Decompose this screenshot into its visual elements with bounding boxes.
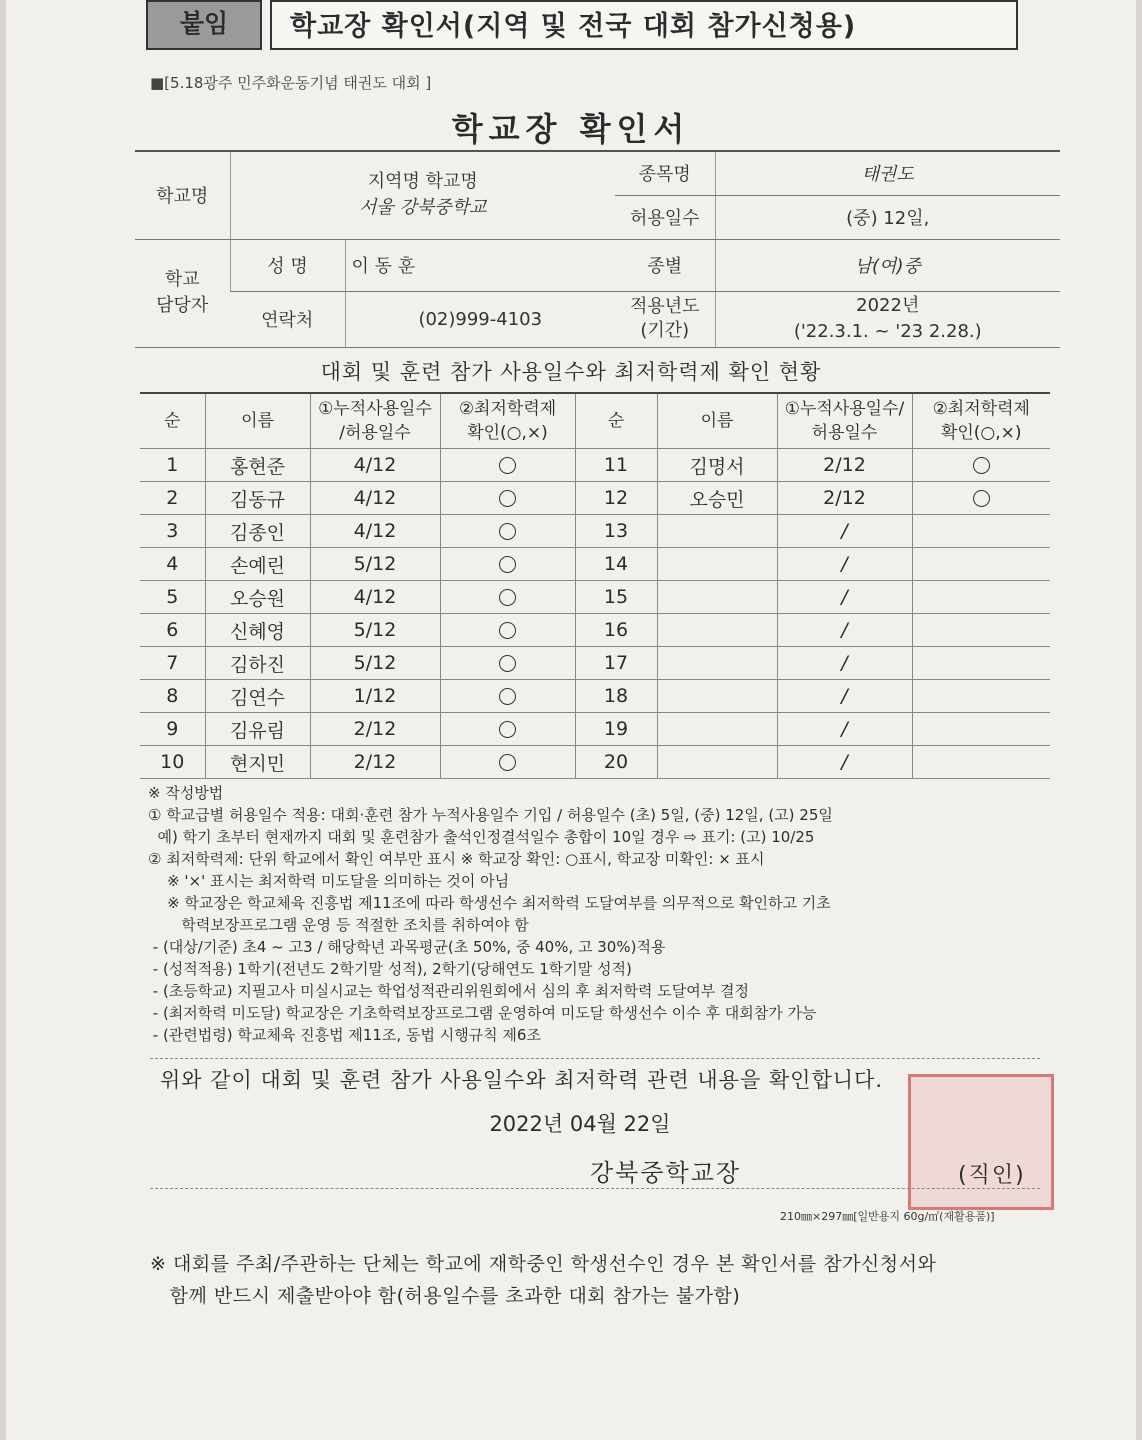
days-used: / [777,680,912,713]
check-mark [440,680,575,713]
header-name: 이름 [205,393,310,449]
days-used: 5/12 [310,548,440,581]
note-line: - (관련법령) 학교체육 진흥법 제11조, 동법 시행규칙 제6조 [148,1026,541,1044]
event-line: ■[5.18광주 민주화운동기념 태권도 대회 ] [150,74,432,92]
note-line: - (초등학교) 지필고사 미실시교는 학업성적관리위원회에서 심의 후 최저학력 도달여부 결정 [148,982,749,1000]
footnote-line: ※ 대회를 주최/주관하는 단체는 학교에 재학중인 학생선수인 경우 본 확인서를 참가신청서와 [150,1253,937,1275]
row-number: 2 [140,482,205,515]
name-value: 이 동 훈 [345,239,615,291]
circle-mark-icon [973,457,990,474]
row-number: 7 [140,647,205,680]
header-no-2: 순 [575,393,657,449]
circle-mark-icon [973,490,990,507]
manager-label [135,239,230,347]
row-number: 5 [140,581,205,614]
days-used: 2/12 [777,449,912,482]
note-line: 학력보장프로그램 운영 등 적절한 조치를 취하여야 함 [148,916,529,934]
row-number: 17 [575,647,657,680]
contact-value: (02)999-4103 [345,291,615,347]
note-line: ※ 작성방법 [148,784,224,802]
days-used: / [777,548,912,581]
note-line: ② 최저학력제: 단위 학교에서 확인 여부만 표시 ※ 학교장 확인: ○표시, 학교장 미확인: × 표시 [148,850,765,868]
days-used: 1/12 [310,680,440,713]
period-label: 적용년도 (기간) [615,291,715,347]
official-seal [908,1074,1054,1210]
days-used: / [777,647,912,680]
student-name: 현지민 [205,746,310,779]
check-mark [912,515,1050,548]
row-number: 16 [575,614,657,647]
circle-mark-icon [499,622,516,639]
student-name: 김연수 [205,680,310,713]
student-name [657,746,777,779]
check-mark [440,746,575,779]
attachment-badge: 붙임 [146,0,262,50]
student-name [657,647,777,680]
header-check: ②최저학력제 확인(○,×) [440,393,575,449]
circle-mark-icon [499,523,516,540]
student-name: 김종인 [205,515,310,548]
paper-spec: 210㎜×297㎜[일반용지 60g/㎡(재활용품)] [780,1210,995,1223]
roster-title: 대회 및 훈련 참가 사용일수와 최저학력제 확인 현황 [320,360,822,384]
days-used: 4/12 [310,449,440,482]
type-value: 남(여)중 [715,239,1060,291]
student-name [657,680,777,713]
check-mark [912,713,1050,746]
type-label: 종별 [615,239,715,291]
circle-mark-icon [499,589,516,606]
confirm-text: 위와 같이 대회 및 훈련 참가 사용일수와 최저학력 관련 내용을 확인합니다. [160,1068,884,1092]
row-number: 12 [575,482,657,515]
footnote-line: 함께 반드시 제출받아야 함(허용일수를 초과한 대회 참가는 불가함) [150,1285,741,1307]
main-title: 학교장 확인서 [451,110,691,148]
row-number: 8 [140,680,205,713]
row-number: 18 [575,680,657,713]
circle-mark-icon [499,721,516,738]
check-mark [912,482,1050,515]
row-number: 20 [575,746,657,779]
check-mark [912,581,1050,614]
check-mark [440,614,575,647]
check-mark [912,449,1050,482]
header-title: 학교장 확인서(지역 및 전국 대회 참가신청용) [270,0,1018,50]
table-row [140,515,1050,548]
header-days: ①누적사용일수 /허용일수 [310,393,440,449]
table-row [140,746,1050,779]
check-mark [912,746,1050,779]
student-name [657,614,777,647]
note-line: ※ '×' 표시는 최저학력 미도달을 의미하는 것이 아님 [148,872,510,890]
row-number: 6 [140,614,205,647]
student-name: 김명서 [657,449,777,482]
student-name: 김동규 [205,482,310,515]
school-label: 학교명 [135,151,230,239]
student-name [657,713,777,746]
check-mark [912,548,1050,581]
circle-mark-icon [499,688,516,705]
seal-label: (직인) [958,1163,1026,1188]
student-name: 손예린 [205,548,310,581]
days-used: / [777,614,912,647]
table-row [140,548,1050,581]
student-name: 김유림 [205,713,310,746]
check-mark [440,548,575,581]
info-table [135,150,1060,348]
student-name: 김하진 [205,647,310,680]
contact-label: 연락처 [230,291,345,347]
table-row [140,713,1050,746]
header-no: 순 [140,393,205,449]
table-row [140,647,1050,680]
table-row [140,614,1050,647]
days-used: 2/12 [310,746,440,779]
name-label: 성 명 [230,239,345,291]
allowed-days-value: (중) 12일, [715,195,1060,239]
circle-mark-icon [499,556,516,573]
period-range: ('22.3.1. ~ '23 2.28.) [793,321,982,342]
check-mark [440,713,575,746]
days-used: 5/12 [310,647,440,680]
days-used: / [777,515,912,548]
check-mark [440,482,575,515]
allowed-days-label: 허용일수 [615,195,715,239]
days-used: 4/12 [310,482,440,515]
period-year: 2022년 [856,295,920,316]
check-mark [440,449,575,482]
principal: 강북중학교장 [590,1159,742,1187]
note-line: ※ 학교장은 학교체육 진흥법 제11조에 따라 학생선수 최저학력 도달여부를 의무적으로 확인하고 기초 [148,894,831,912]
student-name: 신혜영 [205,614,310,647]
days-used: / [777,581,912,614]
header-bar [140,0,1020,52]
row-number: 3 [140,515,205,548]
roster-header-row [140,393,1050,449]
row-number: 13 [575,515,657,548]
days-used: 2/12 [310,713,440,746]
note-line: - (대상/기준) 초4 ~ 고3 / 해당학년 과목평균(초 50%, 중 40%, 고 30%)적용 [148,938,666,956]
row-number: 15 [575,581,657,614]
student-name [657,581,777,614]
row-number: 1 [140,449,205,482]
check-mark [912,647,1050,680]
days-used: 5/12 [310,614,440,647]
note-line: - (성적적용) 1학기(전년도 2학기말 성적), 2학기(당해연도 1학기말 성적) [148,960,632,978]
row-number: 10 [140,746,205,779]
check-mark [440,581,575,614]
days-used: / [777,713,912,746]
circle-mark-icon [499,655,516,672]
period-cell [715,291,1060,347]
table-row [140,482,1050,515]
check-mark [912,680,1050,713]
circle-mark-icon [499,754,516,771]
check-mark [440,515,575,548]
circle-mark-icon [499,457,516,474]
table-row [140,680,1050,713]
row-number: 14 [575,548,657,581]
table-row [140,449,1050,482]
header-name-2: 이름 [657,393,777,449]
row-number: 11 [575,449,657,482]
note-line: 예) 학기 초부터 현재까지 대회 및 훈련참가 출석인정결석일수 총합이 10일 경우 ⇨ 표기: (고) 10/25 [148,828,815,846]
event-value: 태권도 [715,151,1060,195]
event-label: 종목명 [615,151,715,195]
footnote [150,1248,936,1312]
header-days-2: ①누적사용일수/ 허용일수 [777,393,912,449]
row-number: 19 [575,713,657,746]
check-mark [440,647,575,680]
date: 2022년 04월 22일 [489,1112,671,1136]
days-used: / [777,746,912,779]
check-mark [912,614,1050,647]
manager-label-text: 학교 담당자 [156,269,209,316]
student-name: 오승원 [205,581,310,614]
days-used: 4/12 [310,581,440,614]
divider-bottom [150,1188,1040,1189]
table-row [140,581,1050,614]
school-cell [230,151,615,239]
days-used: 4/12 [310,515,440,548]
note-line: ① 학교급별 허용일수 적용: 대회·훈련 참가 누적사용일수 기입 / 허용일수 (초) 5일, (중) 12일, (고) 25일 [148,806,833,824]
header-check-2: ②최저학력제 확인(○,×) [912,393,1050,449]
student-name: 홍현준 [205,449,310,482]
school-header: 지역명 학교명 [367,171,478,193]
roster-table [140,392,1050,779]
student-name [657,515,777,548]
student-name [657,548,777,581]
student-name: 오승민 [657,482,777,515]
row-number: 4 [140,548,205,581]
row-number: 9 [140,713,205,746]
school-value: 서울 강북중학교 [359,197,487,219]
circle-mark-icon [499,490,516,507]
days-used: 2/12 [777,482,912,515]
divider-top [150,1058,1040,1059]
notes [148,782,1048,1046]
note-line: - (최저학력 미도달) 학교장은 기초학력보장프로그램 운영하여 미도달 학생선수 이수 후 대회참가 가능 [148,1004,817,1022]
